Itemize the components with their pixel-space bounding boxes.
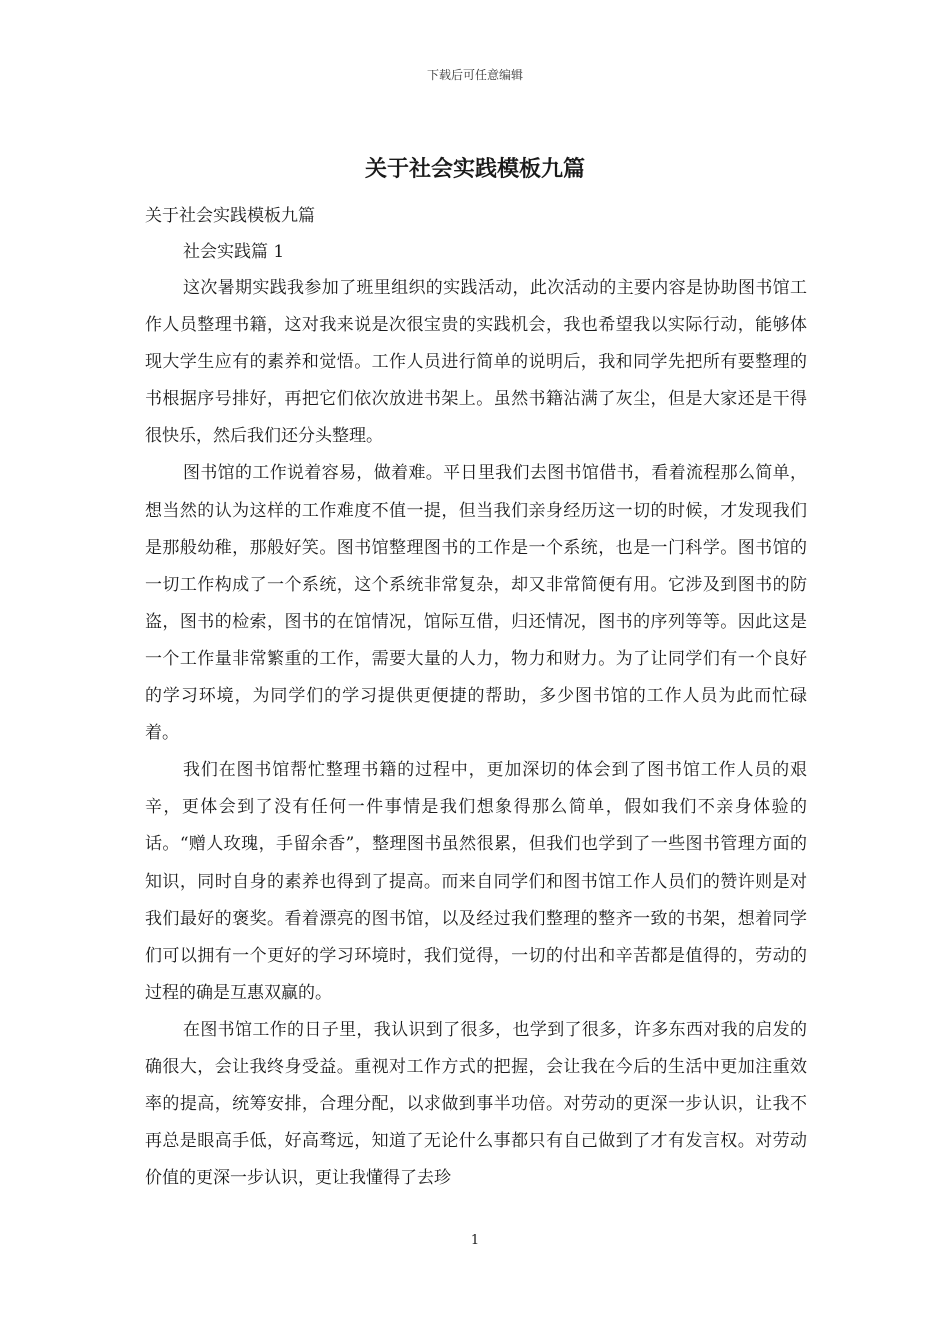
- paragraph-1: 这次暑期实践我参加了班里组织的实践活动，此次活动的主要内容是协助图书馆工作人员整理书籍，这对我来说是次很宝贵的实践机会，我也希望我以实际行动，能够体现大学生应有的素养和觉悟。工作人员进行简单的说明后，我和同学先把所有要整理的书根据序号排好，再把它们依次放进书架上。虽然书籍沾满了灰尘，但是大家还是干得很快乐，然后我们还分头整理。: [145, 278, 807, 447]
- section-heading: 社会实践篇 1: [183, 242, 285, 262]
- document-body: [145, 198, 807, 1197]
- paragraph-3: 我们在图书馆帮忙整理书籍的过程中，更加深切的体会到了图书馆工作人员的艰辛，更体会到了没有任何一件事情是我们想象得那么简单，假如我们不亲身体验的话。“赠人玫瑰，手留余香”，整理图书虽然很累，但我们也学到了一些图书管理方面的知识，同时自身的素养也得到了提高。而来自同学们和图书馆工作人员们的赞许则是对我们最好的褒奖。看着漂亮的图书馆，以及经过我们整理的整齐一致的书架，想着同学们可以拥有一个更好的学习环境时，我们觉得，一切的付出和辛苦都是值得的，劳动的过程的确是互惠双赢的。: [145, 760, 807, 1003]
- document-title: 关于社会实践模板九篇: [364, 156, 585, 182]
- paragraph-2: 图书馆的工作说着容易，做着难。平日里我们去图书馆借书，看着流程那么简单，想当然的认为这样的工作难度不值一提，但当我们亲身经历这一切的时候，才发现我们是那般幼稚，那般好笑。图书馆整理图书的工作是一个系统，也是一门科学。图书馆的一切工作构成了一个系统，这个系统非常复杂，却又非常简便有用。它涉及到图书的防盗，图书的检索，图书的在馆情况，馆际互借，归还情况，图书的序列等等。因此这是一个工作量非常繁重的工作，需要大量的人力，物力和财力。为了让同学们有一个良好的学习环境，为同学们的学习提供更便捷的帮助，多少图书馆的工作人员为此而忙碌着。: [145, 463, 807, 744]
- header-note: 下载后可任意编辑: [426, 68, 523, 82]
- document-subtitle: 关于社会实践模板九篇: [145, 206, 315, 226]
- paragraph-4: 在图书馆工作的日子里，我认识到了很多，也学到了很多，许多东西对我的启发的确很大，会让我终身受益。重视对工作方式的把握，会让我在今后的生活中更加注重效率的提高，统筹安排，合理分配，以求做到事半功倍。对劳动的更深一步认识，让我不再总是眼高手低，好高骛远，知道了无论什么事都只有自己做到了才有发言权。对劳动价值的更深一步认识，更让我懂得了去珍: [145, 1019, 807, 1189]
- page-number: 1: [470, 1233, 480, 1248]
